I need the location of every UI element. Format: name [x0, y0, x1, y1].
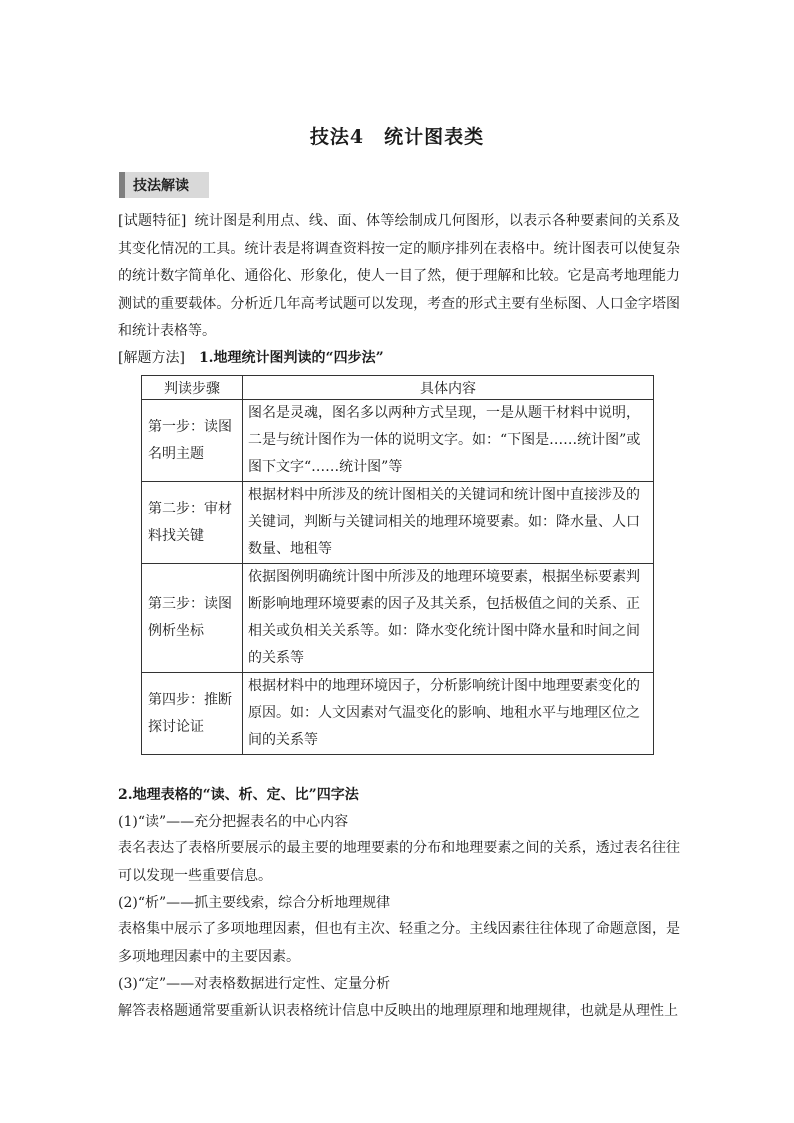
table-cell-step: 第二步：审材料找关键: [142, 482, 243, 564]
table-cell-content: 图名是灵魂，图名多以两种方式呈现，一是从题干材料中说明，二是与统计图作为一体的说明文字。如：“下图是……统计图”或图下文字“……统计图”等: [243, 400, 654, 482]
section-tag: [119, 172, 209, 198]
table-row: [142, 482, 654, 564]
method-line: [118, 345, 680, 371]
section-tag-label: 技法解读: [133, 178, 189, 194]
part2-sub2-title: (2)“析”——抓主要线索，综合分析地理规律: [118, 895, 391, 911]
part2-sub3-title: (3)“定”——对表格数据进行定性、定量分析: [118, 976, 391, 992]
intro-label: [试题特征]: [118, 213, 187, 229]
part2-sub2-text: 表格集中展示了多项地理因素，但也有主次、轻重之分。主线因素往往体现了命题意图，是多项地理因素中的主要因素。: [118, 921, 680, 965]
table-cell-content: 根据材料中所涉及的统计图相关的关键词和统计图中直接涉及的关键词，判断与关键词相关的地理环境要素。如：降水量、人口数量、地租等: [243, 482, 654, 564]
table-header-row: [142, 376, 654, 400]
part2-heading-text: 2.地理表格的“读、析、定、比”四字法: [118, 787, 359, 803]
table-row: [142, 564, 654, 673]
four-step-table: [141, 375, 654, 755]
intro-paragraph: [118, 208, 680, 346]
table-header-content: 具体内容: [243, 376, 654, 400]
part2-heading: [118, 782, 680, 808]
method-heading: 1.地理统计图判读的“四步法”: [198, 350, 384, 366]
method-label: [解题方法]: [118, 350, 185, 366]
part2-sub1-text: 表名表达了表格所要展示的最主要的地理要素的分布和地理要素之间的关系，透过表名往往可以发现一些重要信息。: [118, 840, 680, 884]
table-header-step: 判读步骤: [142, 376, 243, 400]
part2-sub1-title: (1)“读”——充分把握表名的中心内容: [118, 814, 349, 830]
table-cell-step: 第三步：读图例析坐标: [142, 564, 243, 673]
table-cell-content: 根据材料中的地理环境因子，分析影响统计图中地理要素变化的原因。如：人文因素对气温变化的影响、地租水平与地理区位之间的关系等: [243, 673, 654, 755]
intro-text: 统计图是利用点、线、面、体等绘制成几何图形，以表示各种要素间的关系及其变化情况的工具。统计表是将调查资料按一定的顺序排列在表格中。统计图表可以使复杂的统计数字简单化、通俗化、形象化，使人一目了然，便于理解和比较。它是高考地理能力测试的重要载体。分析近几年高考试题可以发现，考查的形式主要有坐标图、人口金字塔图和统计表格等。: [118, 213, 680, 339]
table-cell-step: 第四步：推断探讨论证: [142, 673, 243, 755]
table-row: [142, 400, 654, 482]
part2-sub3-text: 解答表格题通常要重新认识表格统计信息中反映出的地理原理和地理规律，也就是从理性上: [118, 1003, 678, 1019]
page-title: 技法4 统计图表类: [309, 126, 485, 148]
table-row: [142, 673, 654, 755]
table-cell-content: 依据图例明确统计图中所涉及的地理环境要素，根据坐标要素判断影响地理环境要素的因子及其关系，包括极值之间的关系、正相关或负相关关系等。如：降水变化统计图中降水量和时间之间的关系等: [243, 564, 654, 673]
table-cell-step: 第一步：读图名明主题: [142, 400, 243, 482]
